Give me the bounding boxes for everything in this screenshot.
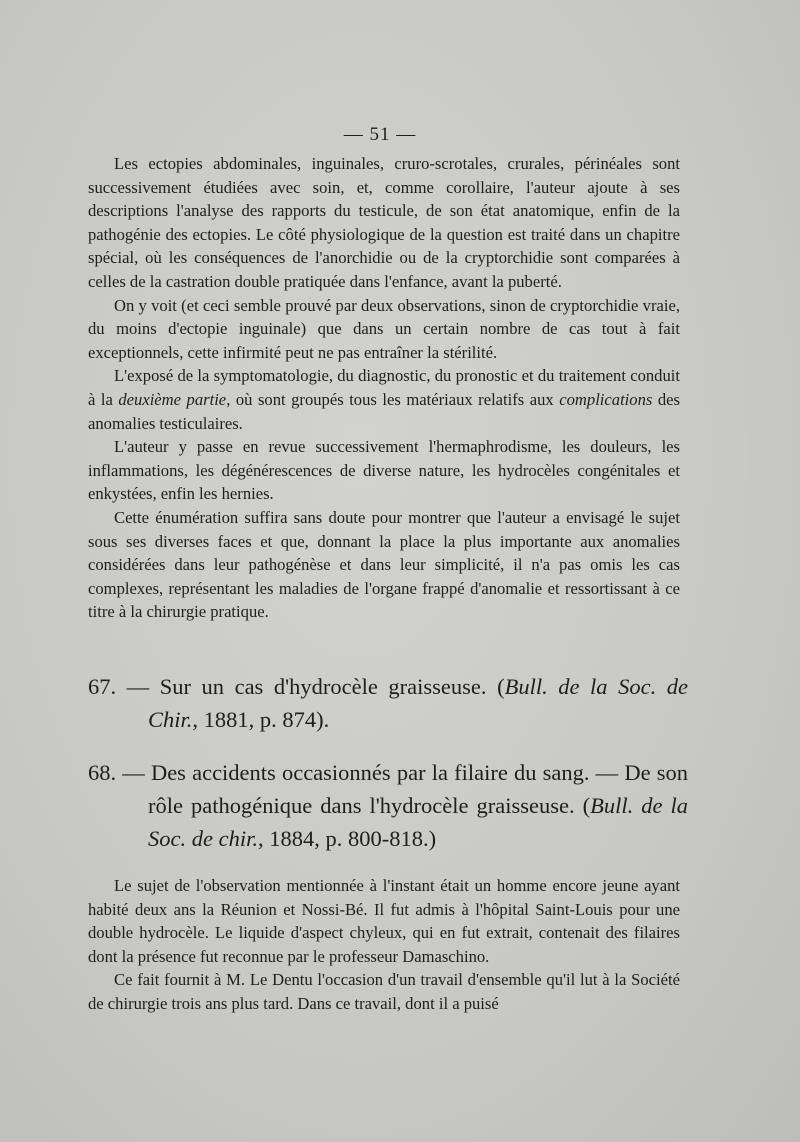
bibliography-entry-67 bbox=[88, 670, 688, 736]
paragraph-text: des anomalies testiculaires. bbox=[88, 389, 680, 433]
paragraph: L'auteur y passe en revue successivement l'hermaphrodisme, les douleurs, les inflammations, les dégénérescences de diverse nature, les hydrocèles congénitales et enkystées, enfin les hernies. bbox=[88, 437, 680, 504]
entry-source: Bull. de la Soc. de chir. bbox=[148, 793, 688, 851]
italic-term: complications bbox=[559, 389, 653, 409]
paragraph: Ce fait fournit à M. Le Dentu l'occasion d'un travail d'ensemble qu'il lut à la Société de chirurgie trois ans plus tard. Dans ce travail, dont il a puisé bbox=[88, 970, 680, 1013]
paragraph bbox=[88, 364, 680, 435]
paragraph: Le sujet de l'observation mentionnée à l'instant était un homme encore jeune ayant habité deux ans la Réunion et Nossi-Bé. Il fut admis à l'hôpital Saint-Louis pour une double hydrocèle. Le liquide d'aspect chyleux, qui en fut extrait, contenait des filaires dont la présence fut reconnue par le professeur Damaschino. bbox=[88, 876, 680, 966]
paragraph-text: , où sont groupés tous les matériaux relatifs aux bbox=[226, 389, 560, 409]
observation-text-block bbox=[88, 874, 680, 1016]
page-number: — 51 — bbox=[343, 124, 417, 145]
review-text-block bbox=[88, 152, 680, 624]
entry-citation: , 1881, p. 874). bbox=[192, 707, 330, 732]
entry-source: Bull. de la Soc. de Chir. bbox=[148, 674, 688, 732]
italic-term: deuxième partie bbox=[118, 389, 227, 409]
entry-citation: , 1884, p. 800-818.) bbox=[257, 826, 437, 851]
entry-title: 67. — Sur un cas d'hydrocèle graisseuse. ( bbox=[88, 674, 505, 699]
bibliography-entry-68 bbox=[88, 756, 688, 855]
paragraph: Cette énumération suffira sans doute pour montrer que l'auteur a envisagé le sujet sous ses diverses faces et que, donnant la place la plus importante aux anomalies considérées dans leur pathogénèse et dans leur simplicité, il n'a pas omis les cas complexes, représentant les maladies de l'organe frappé d'anomalie et ressortissant à ce titre à la chirurgie pratique. bbox=[88, 507, 680, 622]
paragraph: Les ectopies abdominales, inguinales, cruro-scrotales, crurales, périnéales sont successivement étudiées avec soin, et, comme corollaire, l'auteur ajoute à ses descriptions l'analyse des rapports du testicule, de son état anatomique, enfin de la pathogénie des ectopies. Le côté physiologique de la question est traité dans un chapitre spécial, où les conséquences de l'anorchidie ou de la cryptorchidie sont comparées à celles de la castration double pratiquée dans l'enfance, avant la puberté. bbox=[88, 154, 680, 291]
paragraph-text: L'exposé de la symptomatologie, du diagnostic, du pronostic et du traitement conduit à la bbox=[88, 366, 680, 409]
entry-title: 68. — Des accidents occasionnés par la filaire du sang. — De son rôle pathogénique dans l'hydrocèle graisseuse. ( bbox=[88, 760, 688, 818]
paragraph: On y voit (et ceci semble prouvé par deux observations, sinon de cryptorchidie vraie, du moins d'ectopie inguinale) que dans un certain nombre de cas tout à fait exceptionnels, cette infirmité peut ne pas entraîner la stérilité. bbox=[88, 295, 680, 362]
